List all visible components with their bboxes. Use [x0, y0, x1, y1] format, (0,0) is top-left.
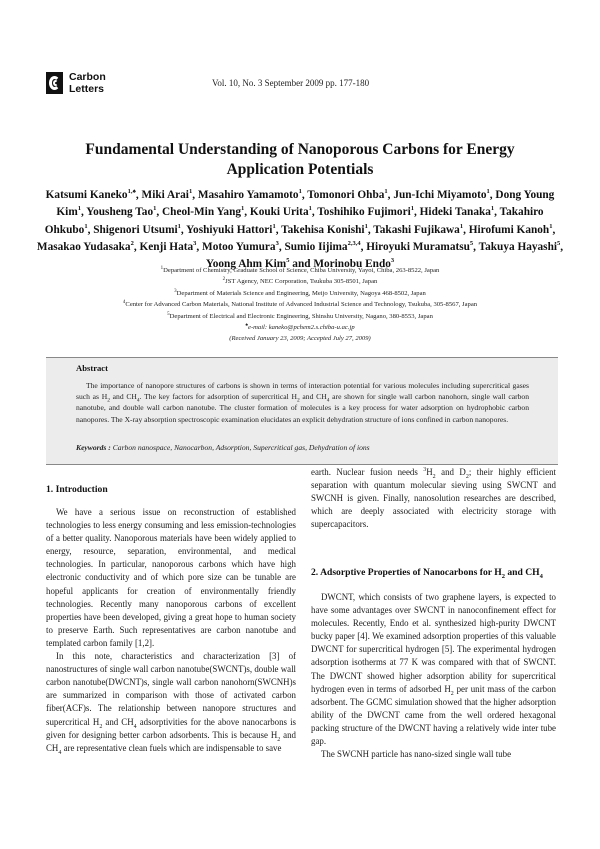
author-affiliation-marker: 1	[384, 188, 388, 196]
abstract-heading: Abstract	[76, 363, 108, 373]
intro-paragraph-2: In this note, characteristics and characterization [3] of nanostructures of single wall carbon nanotube(SWCNT)s, double wall carbon nanotube(DWCNT)s, single wall carbon nanohorn(SWCNH)s are summarized in comparison with those of activated carbon fiber(ACF)s. The relationship between nanopore structures and supercritical $H_2$ and $CH_4$ adsorptivities for the above nanocarbons is given for designing better carbon adsorbents. This is because $H_2$ and $CH_4$ are representative clean fuels which are indispensable to save	[46, 651, 296, 756]
author-name: Tomonori Ohba	[307, 189, 385, 201]
author-name: Hiroyuki Muramatsu	[366, 240, 470, 253]
introduction-text	[46, 506, 296, 755]
author-affiliation-marker: 1	[410, 205, 414, 213]
email-text: e-mail: kaneko@pchem2.s.chiba-u.ac.jp	[248, 324, 355, 332]
author-name: Hirofumi Kanoh	[468, 223, 550, 236]
author-name: Toshihiko Fujimori	[317, 206, 411, 219]
author-affiliation-marker: 3	[390, 257, 395, 265]
author-affiliation-marker: 1	[77, 205, 81, 213]
author-name: Katsumi Kaneko	[45, 189, 128, 201]
author-name: Takashi Fujikawa	[373, 223, 460, 236]
author-name: Kenji Hata	[139, 240, 194, 253]
paper-title-line1: Fundamental Understanding of Nanoporous Carbons for Energy	[85, 141, 515, 158]
author-list: Katsumi Kaneko$^{1,♠}$, Miki Arai$^1$, Masahiro Yamamoto$^1$, Tomonori Ohba$^1$, Jun-Ichi Miyamoto$^1$, Dong Young Kim$^1$, Yousheng Tao$^1$, Cheol-Min Yang$^1$, Kouki Urita$^1$, Toshihiko Fujimori$^1$, Hideki Tanaka$^1$, Takahiro Ohkubo$^1$, Shigenori Utsumi$^1$, Yoshiyuki Hattori$^1$, Takehisa Konishi$^1$, Takashi Fujikawa$^1$, Hirofumi Kanoh$^1$, Masakao Yudasaka$^2$, Kenji Hata$^3$, Motoo Yumura$^3$, Sumio Iijima$^{2,3,4}$, Hiroyuki Muramatsu$^5$, Takuya Hayashi$^5$, Yoong Ahm Kim$^5$ and Morinobu Endo$^3$	[36, 188, 564, 271]
author-affiliation-marker: 1	[177, 222, 181, 230]
journal-logo-icon	[46, 72, 63, 94]
volume-info: Vol. 10, No. 3 September 2009 pp. 177-180	[212, 78, 370, 88]
author-affiliation-marker: 1	[490, 205, 495, 213]
author-name: Masakao Yudasaka	[36, 240, 131, 253]
keywords	[76, 442, 529, 453]
author-affiliation-marker: 1	[153, 205, 157, 213]
author-affiliation-marker: 1	[272, 222, 276, 230]
author-affiliation-marker: 5	[469, 240, 474, 248]
journal-name	[69, 72, 106, 95]
author-name: Hideki Tanaka	[419, 206, 491, 219]
paper-title-line2: Application Potentials	[226, 161, 374, 178]
author-affiliation-marker: 1	[241, 205, 245, 213]
affiliation-line: $^1$Department of Chemistry, Graduate School of Science, Chiba University, Yayoi, Chiba, 263-8522, Japan	[160, 265, 440, 274]
author-name: Yoshiyuki Hattori	[186, 223, 273, 236]
sec2-paragraph-1: DWCNT, which consists of two graphene layers, is expected to have some advantages over SWCNT in nanoconfinement effect for molecules. Recently, Endo et al. synthesized high-purity DWCNT bucky paper [4]. We examined adsorption properties of this valuable DWCNT for supercritical hydrogen [5]. The experimental hydrogen adsorption isotherms at 77 K was compared with that of SWCNT. The DWCNT showed higher adsorption ability for supercritical hydrogen even in terms of adsorbed $H_2$ per unit mass of the carbon adsorbent. The GCMC simulation showed that the higher adsorption ability of the DWCNT came from the well ordered hexagonal packing structure of the DWCNT having a relatively wide inter tube gap.	[311, 592, 556, 747]
adsorptive-properties-text	[311, 591, 556, 761]
author-affiliation-marker: 1	[188, 188, 193, 196]
paper-title	[40, 140, 560, 180]
journal-name-line2: Letters	[69, 82, 105, 95]
email-marker: ♠	[245, 322, 249, 328]
author-name: Yoong Ahm Kim	[205, 258, 287, 271]
author-affiliation-marker: 3	[193, 240, 197, 248]
corresponding-email	[40, 322, 560, 333]
author-affiliation-marker: 1	[298, 188, 302, 196]
intro-paragraph-1: We have a serious issue on reconstruction of established technologies to less energy consuming and less emission-technologies of a better quality. Nanoporous materials have been widely applied to energy, resource, separation, environmental, and medical technologies. In particular, nanoporous carbons which have high electronic conductivity and of which pore size can be tunable are hopeful applicants for creation of environmentally friendly technologies. Recently many nanoporous carbons of excellent properties have been developed, giving a great hope to human society to preserve Earth. Such representatives are carbon nanotube and templated carbon family [1,2].	[46, 507, 296, 648]
author-affiliation-marker: 5	[557, 240, 561, 248]
affiliations	[40, 265, 560, 345]
author-name: Yousheng Tao	[86, 206, 154, 219]
author-name: Shigenori Utsumi	[93, 223, 178, 236]
author-name: Kouki Urita	[249, 206, 309, 219]
author-name: Motoo Yumura	[202, 240, 276, 253]
section-heading-adsorptive-properties: 2. Adsorptive Properties of Nanocarbons for $H_2$ and $CH_4$	[311, 567, 543, 580]
author-name: Takahiro Ohkubo	[44, 206, 544, 236]
author-name: Dong Young Kim	[56, 189, 555, 219]
author-affiliation-marker: 5	[286, 257, 290, 265]
author-name: Takuya Hayashi	[478, 240, 557, 253]
author-name: Sumio Iijima	[284, 240, 348, 253]
journal-name-line1: Carbon	[69, 71, 106, 83]
affiliation-line: $^3$Department of Materials Science and Engineering, Meijo University, Nagoya 468-8502, Japan	[174, 288, 426, 297]
author-affiliation-marker: 1	[549, 222, 553, 230]
abstract-text: The importance of nanopore structures of carbons is shown in terms of interaction potential for various molecules including supercritical gases such as $H_2$ and $CH_4$. The key factors for adsorption of supercritical $H_2$ and $CH_4$ are shown for single wall carbon nanohorn, single wall carbon nanotube, and double wall carbon nanotube. The cluster formation of molecules is a key process for water adsorption on hydrophobic carbon nanopores. The X-ray absorption spectroscopic examination elucidates an explicit dehydration structure of ions confined in carbon nanopores.	[76, 381, 530, 424]
author-affiliation-marker: 1	[486, 188, 490, 196]
author-name: Cheol-Min Yang	[162, 206, 241, 219]
affiliation-line: $^4$Center for Advanced Carbon Materials, National Institute of Advanced Industrial Science and Technology, Tsukuba, 305-8567, Japan	[122, 300, 478, 309]
author-affiliation-marker: 2,3,4	[347, 240, 361, 248]
intro-continued-text	[311, 466, 556, 531]
author-affiliation-marker: 1	[459, 222, 464, 230]
author-name: Takehisa Konishi	[281, 223, 365, 236]
received-dates: (Received January 23, 2009; Accepted July 27, 2009)	[229, 335, 371, 343]
author-affiliation-marker: 1	[308, 205, 312, 213]
affiliation-list	[40, 265, 560, 322]
sec2-paragraph-2: The SWCNH particle has nano-sized single wall tube	[321, 749, 512, 760]
affiliation-line: $^2$JST Agency, NEC Corporation, Tsukuba 305-8501, Japan	[222, 277, 378, 286]
author-name: Masahiro Yamamoto	[197, 189, 299, 201]
keywords-label: Keywords :	[76, 443, 111, 452]
author-affiliation-marker: 3	[275, 240, 279, 248]
author-affiliation-marker: 1	[84, 222, 88, 230]
keywords-text: Carbon nanospace, Nanocarbon, Adsorption, Supercritical gas, Dehydration of ions	[112, 443, 370, 452]
author-affiliation-marker: 2	[130, 240, 134, 248]
author-name: Miki Arai	[141, 189, 189, 201]
author-affiliation-marker: 1	[364, 222, 368, 230]
author-name: Morinobu Endo	[313, 258, 391, 271]
intro-paragraph-continued: earth. Nuclear fusion needs $^3H_2$ and $D_2$; their highly efficient separation with quantum molecular sieving using SWCNT and SWCNH is given. Finally, nanosolution researches are described, which are deeply associated with electricity storage with supercapacitors.	[311, 467, 556, 530]
section-heading-introduction: 1. Introduction	[46, 484, 108, 495]
affiliation-line: $^5$Department of Electrical and Electronic Engineering, Shinshu University, Nagano, 380-8553, Japan	[167, 311, 433, 320]
author-affiliation-marker: 1,♠	[127, 188, 136, 196]
author-name: Jun-Ichi Miyamoto	[393, 189, 487, 201]
